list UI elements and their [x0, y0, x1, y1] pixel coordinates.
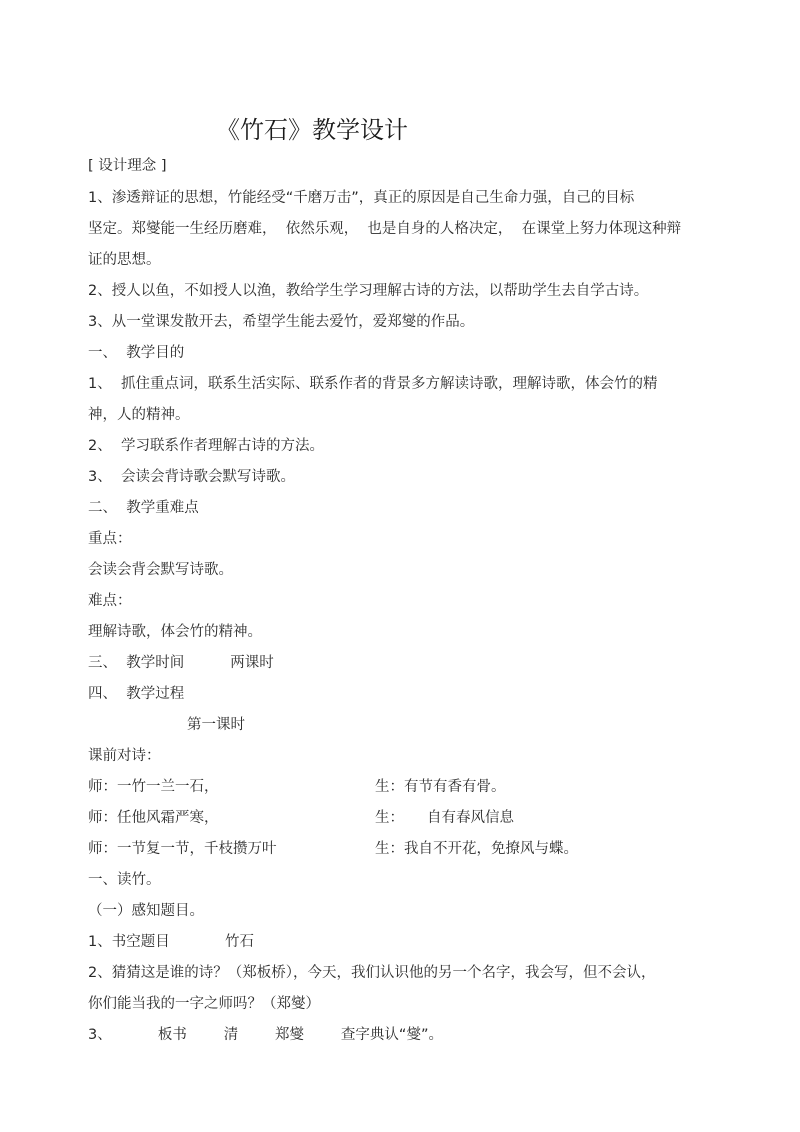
subsection-heading: （一）感知题目。	[88, 903, 204, 919]
paragraph-line: 证的思想。	[88, 252, 161, 268]
section-heading-time: 三、 教学时间 两课时	[88, 655, 274, 671]
student-line: 生：有节有香有骨。	[375, 779, 506, 795]
student-line: 生： 自有春风信息	[375, 810, 515, 826]
paragraph-line: 会读会背会默写诗歌。	[88, 562, 233, 578]
dialogue-row	[88, 777, 738, 797]
teacher-line: 师：一竹一兰一石，	[88, 779, 219, 795]
label-key-point: 重点：	[88, 531, 132, 547]
section-heading-process: 四、 教学过程	[88, 686, 185, 702]
student-line: 生：我自不开花，免撩风与蝶。	[375, 841, 578, 857]
label-difficult-point: 难点：	[88, 593, 132, 609]
paragraph-line: 2、猜猜这是谁的诗？（郑板桥），今天，我们认识他的另一个名字，我会写，但不会认，	[88, 965, 656, 981]
dialogue-row	[88, 808, 738, 828]
document-title: 《竹石》教学设计	[216, 116, 408, 144]
paragraph-line: 神，人的精神。	[88, 407, 190, 423]
paragraph-line: 2、 学习联系作者理解古诗的方法。	[88, 438, 324, 454]
paragraph-line: 坚定。郑燮能一生经历磨难， 依然乐观， 也是自身的人格决定， 在课堂上努力体现这种辩	[88, 221, 682, 237]
dialogue-row	[88, 839, 738, 859]
paragraph-line: 3、 会读会背诗歌会默写诗歌。	[88, 469, 295, 485]
section-heading-key-points: 二、 教学重难点	[88, 500, 199, 516]
label-pre-class-dialogue: 课前对诗：	[88, 748, 161, 764]
paragraph-line: 理解诗歌，体会竹的精神。	[88, 624, 262, 640]
paragraph-line: 1、书空题目 竹石	[88, 934, 255, 950]
section-heading-read-bamboo: 一、读竹。	[88, 872, 161, 888]
section-heading-design-concept: [ 设计理念 ]	[88, 158, 167, 174]
section-heading-objectives: 一、 教学目的	[88, 345, 185, 361]
paragraph-line: 3、 板书 清 郑燮 查字典认“燮”。	[88, 1027, 443, 1043]
teacher-line: 师：任他风霜严寒，	[88, 810, 219, 826]
teacher-line: 师：一节复一节，千枝攒万叶	[88, 841, 277, 857]
paragraph-line: 2、授人以鱼，不如授人以渔，教给学生学习理解古诗的方法，以帮助学生去自学古诗。	[88, 283, 649, 299]
paragraph-line: 1、渗透辩证的思想，竹能经受“千磨万击”，真正的原因是自己生命力强，自己的目标	[88, 190, 635, 206]
lesson-heading: 第一课时	[187, 717, 245, 733]
paragraph-line: 1、 抓住重点词，联系生活实际、联系作者的背景多方解读诗歌，理解诗歌，体会竹的精	[88, 376, 658, 392]
paragraph-line: 3、从一堂课发散开去，希望学生能去爱竹，爱郑燮的作品。	[88, 314, 475, 330]
paragraph-line: 你们能当我的一字之师吗？（郑燮）	[88, 996, 320, 1012]
